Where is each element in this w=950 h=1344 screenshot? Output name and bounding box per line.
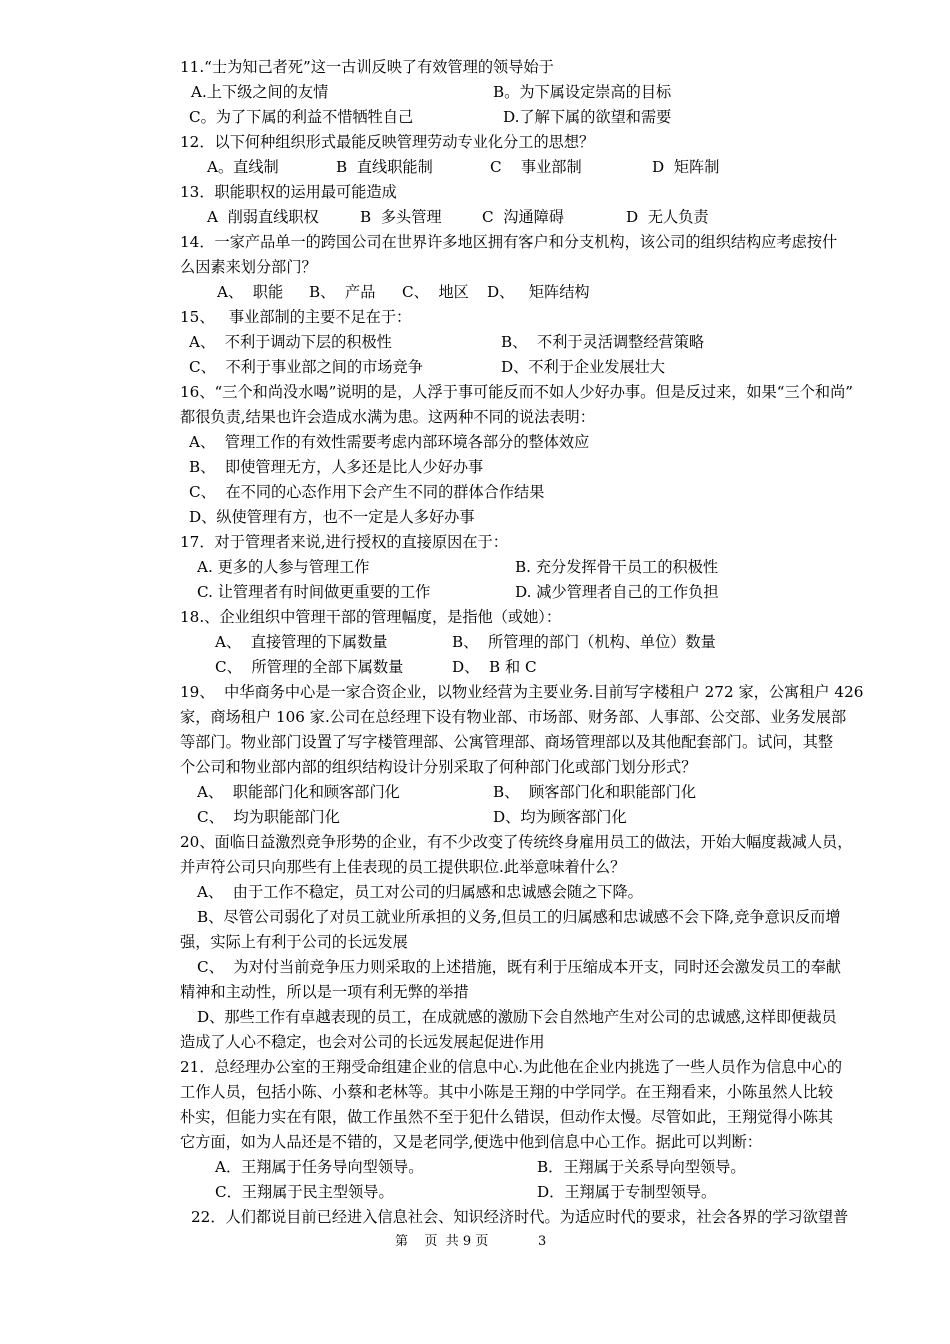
question-13-option-b: B 多头管理 <box>360 208 442 226</box>
question-17-option-d: D. 减少管理者自己的工作负担 <box>515 583 719 601</box>
question-19-stem-line-3: 等部门。物业部门设置了写字楼管理部、公寓管理部、商场管理部以及其他配套部门。试问，其整 <box>180 733 834 751</box>
question-16-option-b: B、 即使管理无方，人多还是比人少好办事 <box>189 458 484 476</box>
question-14-option-d: D、 矩阵结构 <box>487 283 590 301</box>
question-15-option-b: B、 不利于灵活调整经营策略 <box>501 333 705 351</box>
question-21-option-b: B．王翔属于关系导向型领导。 <box>537 1158 746 1176</box>
question-20-option-c-line-2: 精神和主动性，所以是一项有利无弊的举措 <box>180 983 469 1001</box>
question-12-option-a: A。直线制 <box>207 158 279 176</box>
question-19-option-b: B、 顾客部门化和职能部门化 <box>493 783 697 801</box>
question-21-stem-line-1: 21．总经理办公室的王翔受命组建企业的信息中心.为此他在企业内挑选了一些人员作为信息中心的 <box>180 1058 843 1076</box>
question-20-option-d-line-1: D、那些工作有卓越表现的员工，在成就感的激励下会自然地产生对公司的忠诚感,这样即便裁员 <box>197 1008 837 1026</box>
question-16-option-d: D、纵使管理有方，也不一定是人多好办事 <box>189 508 475 526</box>
question-13-option-a: A 削弱直线职权 <box>207 208 319 226</box>
question-20-option-a: A、 由于工作不稳定，员工对公司的归属感和忠诚感会随之下降。 <box>197 883 643 901</box>
question-19-stem-line-1: 19、 中华商务中心是一家合资企业，以物业经营为主要业务.目前写字楼租户 272 家，公寓租户 426 <box>180 683 864 701</box>
question-17-option-c: C. 让管理者有时间做更重要的工作 <box>197 583 431 601</box>
footer-page-label: 第 页 共 9 页 <box>395 1234 489 1249</box>
question-20-stem-line-2: 并声符公司只向那些有上佳表现的员工提供职位.此举意味着什么？ <box>180 858 626 876</box>
footer-page-number: 3 <box>538 1234 547 1249</box>
question-19-option-d: D、均为顾客部门化 <box>493 808 627 826</box>
question-12-option-d: D 矩阵制 <box>652 158 720 176</box>
question-14-stem-line-1: 14．一家产品单一的跨国公司在世界许多地区拥有客户和分支机构，该公司的组织结构应考虑按什 <box>180 233 838 251</box>
question-18-option-b: B、 所管理的部门（机构、单位）数量 <box>452 633 716 651</box>
question-11-option-d: D.了解下属的欲望和需要 <box>503 108 672 126</box>
question-14-option-c: C、 地区 <box>402 283 469 301</box>
question-18-stem: 18.、企业组织中管理干部的管理幅度，是指他（或她）： <box>180 608 562 626</box>
question-11-option-c: C。为了下属的利益不惜牺牲自己 <box>189 108 414 126</box>
question-21-option-c: C．王翔属于民主型领导。 <box>215 1183 394 1201</box>
question-21-stem-line-2: 工作人员，包括小陈、小蔡和老林等。其中小陈是王翔的中学同学。在王翔看来，小陈虽然人比较 <box>180 1083 834 1101</box>
question-13-stem: 13．职能职权的运用最可能造成 <box>180 183 397 201</box>
question-21-stem-line-3: 朴实，但能力实在有限，做工作虽然不至于犯什么错误，但动作太慢。尽管如此，王翔觉得小陈其 <box>180 1108 834 1126</box>
question-16-stem-line-2: 都很负责,结果也许会造成水满为患。这两种不同的说法表明： <box>180 408 595 426</box>
question-17-stem: 17．对于管理者来说,进行授权的直接原因在于： <box>180 533 508 551</box>
question-21-stem-line-4: 它方面，如为人品还是不错的，又是老同学,便选中他到信息中心工作。据此可以判断： <box>180 1133 762 1151</box>
question-14-stem-line-2: 么因素来划分部门？ <box>180 258 317 276</box>
question-19-stem-line-4: 个公司和物业部内部的组织结构设计分别采取了何种部门化或部门划分形式？ <box>180 758 697 776</box>
question-19-stem-line-2: 家，商场租户 106 家.公司在总经理下设有物业部、市场部、财务部、人事部、公交部、业务发展部 <box>180 708 847 726</box>
question-19-option-a: A、 职能部门化和顾客部门化 <box>197 783 400 801</box>
question-21-option-a: A．王翔属于任务导向型领导。 <box>215 1158 424 1176</box>
question-12-option-c: C 事业部制 <box>490 158 582 176</box>
question-18-option-a: A、 直接管理的下属数量 <box>215 633 388 651</box>
question-11-option-a: A.上下级之间的友情 <box>191 83 329 101</box>
question-17-option-a: A. 更多的人参与管理工作 <box>197 558 370 576</box>
question-17-option-b: B. 充分发挥骨干员工的积极性 <box>515 558 719 576</box>
question-20-option-d-line-2: 造成了人心不稳定，也会对公司的长远发展起促进作用 <box>180 1033 545 1051</box>
question-15-option-d: D、不利于企业发展壮大 <box>501 358 666 376</box>
question-22-stem: 22．人们都说目前已经进入信息社会、知识经济时代。为适应时代的要求，社会各界的学习欲望普 <box>191 1208 849 1226</box>
question-18-option-d: D、 B 和 C <box>452 658 537 676</box>
question-14-option-b: B、 产品 <box>309 283 376 301</box>
question-15-option-c: C、 不利于事业部之间的市场竞争 <box>189 358 423 376</box>
question-13-option-d: D 无人负责 <box>626 208 709 226</box>
question-13-option-c: C 沟通障碍 <box>482 208 565 226</box>
question-16-option-c: C、 在不同的心态作用下会产生不同的群体合作结果 <box>189 483 545 501</box>
question-18-option-c: C、 所管理的全部下属数量 <box>215 658 404 676</box>
question-20-option-c-line-1: C、 为对付当前竞争压力则采取的上述措施，既有利于压缩成本开支，同时还会激发员工的奉献 <box>197 958 841 976</box>
question-14-option-a: A、 职能 <box>217 283 284 301</box>
question-11-stem: 11.“士为知己者死”这一古训反映了有效管理的领导始于 <box>180 58 554 76</box>
question-20-option-b-line-2: 强，实际上有利于公司的长远发展 <box>180 933 408 951</box>
question-20-option-b-line-1: B、尽管公司弱化了对员工就业所承担的义务,但员工的归属感和忠诚感不会下降,竞争意识反而增 <box>197 908 841 926</box>
question-19-option-c: C、 均为职能部门化 <box>197 808 340 826</box>
question-16-stem-line-1: 16、“三个和尚没水喝”说明的是，人浮于事可能反而不如人少好办事。但是反过来，如果“三个和尚” <box>180 383 854 401</box>
question-21-option-d: D．王翔属于专制型领导。 <box>537 1183 717 1201</box>
question-12-option-b: B 直线职能制 <box>336 158 433 176</box>
question-16-option-a: A、 管理工作的有效性需要考虑内部环境各部分的整体效应 <box>189 433 590 451</box>
question-20-stem-line-1: 20、面临日益激烈竞争形势的企业，有不少改变了传统终身雇用员工的做法，开始大幅度裁减人员， <box>180 833 853 851</box>
question-15-stem: 15、 事业部制的主要不足在于： <box>180 308 412 326</box>
question-15-option-a: A、 不利于调动下层的积极性 <box>189 333 392 351</box>
question-11-option-b: B。为下属设定崇高的目标 <box>493 83 672 101</box>
question-12-stem: 12．以下何种组织形式最能反映管理劳动专业化分工的思想？ <box>180 133 595 151</box>
